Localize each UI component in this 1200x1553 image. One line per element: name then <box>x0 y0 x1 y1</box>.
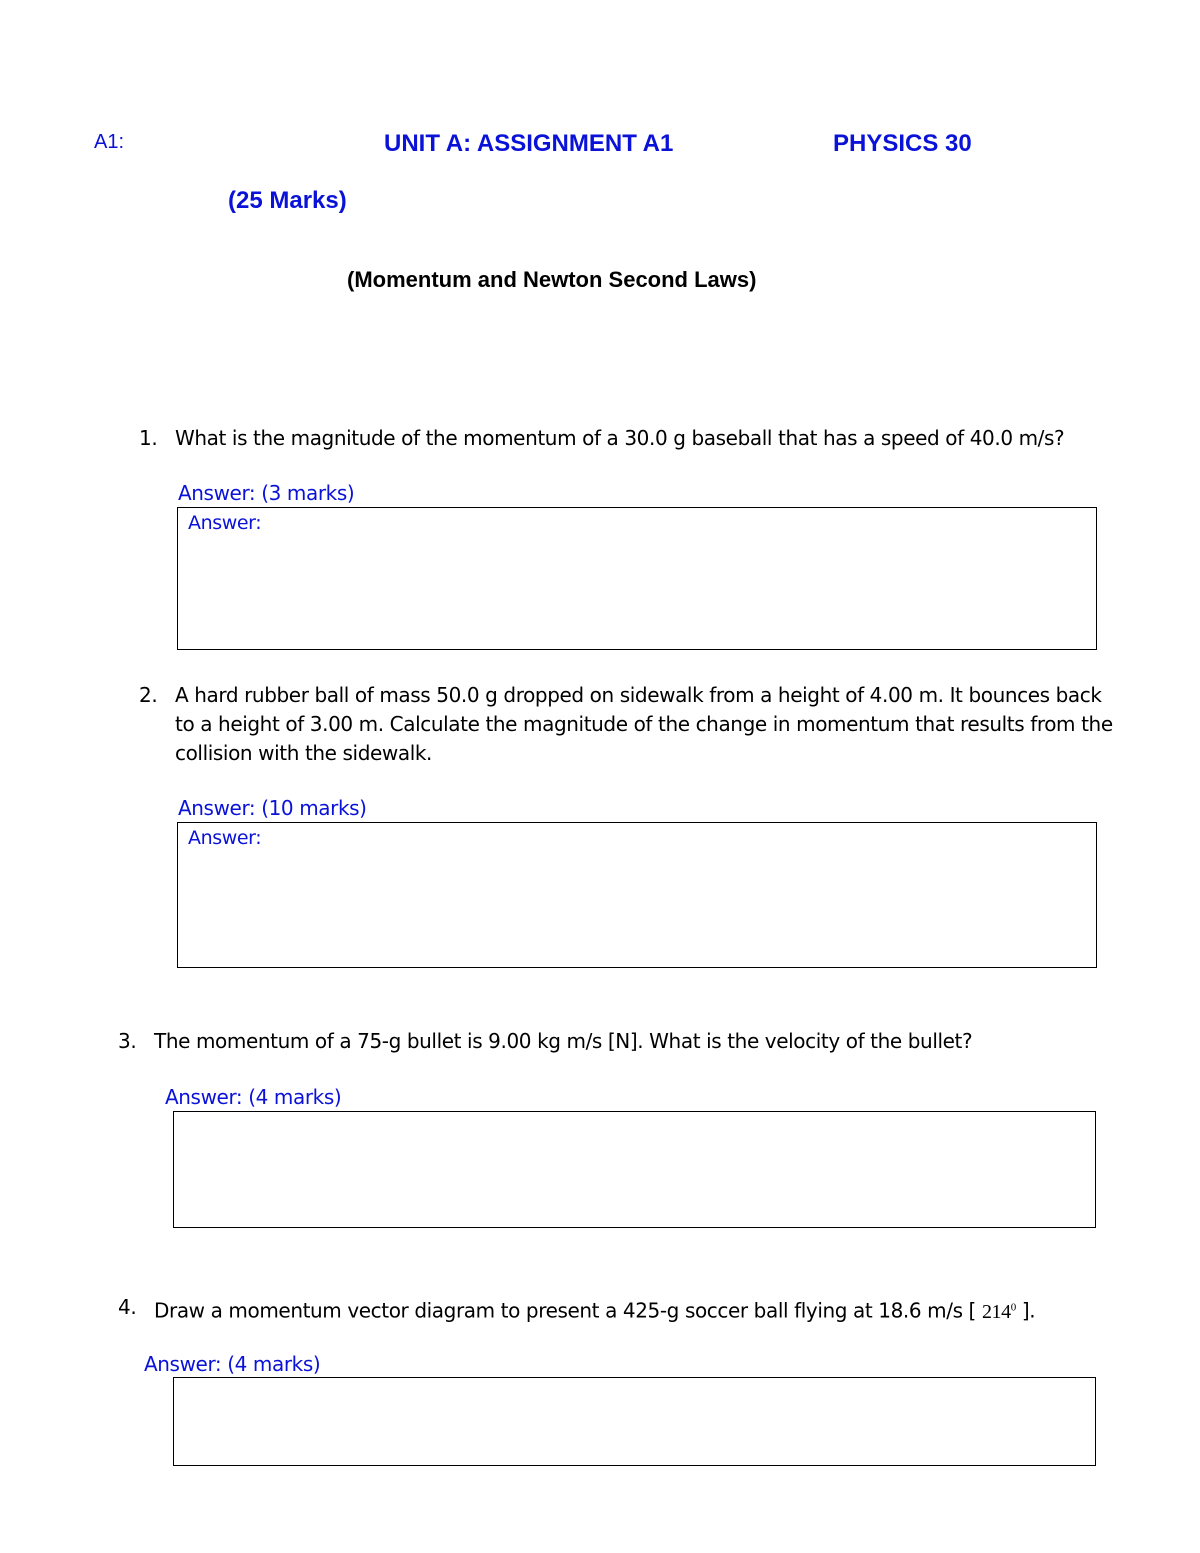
unit-title: UNIT A: ASSIGNMENT A1 <box>384 130 674 157</box>
question-number: 3. <box>118 1029 137 1053</box>
question-line: collision with the sidewalk. <box>175 741 433 765</box>
question-text-end: ]. <box>1021 1298 1036 1323</box>
question-text-start: Draw a momentum vector diagram to present a 425-g soccer ball flying at 18.6 m/s [ <box>154 1298 976 1323</box>
answer-box-2[interactable] <box>177 822 1097 968</box>
answer-box-label: Answer: <box>188 512 262 534</box>
question-text <box>154 1293 1035 1327</box>
angle-value: $214^0$ <box>981 1300 1016 1323</box>
degree-symbol: 0 <box>1010 1301 1016 1313</box>
answer-box-1[interactable] <box>177 507 1097 650</box>
question-text: What is the magnitude of the momentum of a 30.0 g baseball that has a speed of 40.0 m/s? <box>175 426 1065 450</box>
answer-label-1: Answer: (3 marks) <box>178 481 355 505</box>
question-1 <box>139 424 1065 453</box>
answer-box-label: Answer: <box>188 827 262 849</box>
question-number: 4. <box>118 1295 137 1319</box>
question-text: The momentum of a 75-g bullet is 9.00 kg m/s [N]. What is the velocity of the bullet? <box>154 1029 973 1053</box>
total-marks: (25 Marks) <box>228 187 347 214</box>
question-number: 1. <box>139 426 158 450</box>
question-text <box>175 681 1113 768</box>
question-line: A hard rubber ball of mass 50.0 g dropped on sidewalk from a height of 4.00 m. It bounces back <box>175 683 1102 707</box>
question-4 <box>118 1293 1036 1323</box>
question-3 <box>118 1027 973 1056</box>
page-subtitle: (Momentum and Newton Second Laws) <box>347 267 757 292</box>
answer-label-2: Answer: (10 marks) <box>178 796 367 820</box>
course-title: PHYSICS 30 <box>833 130 972 157</box>
answer-label-3: Answer: (4 marks) <box>165 1085 342 1109</box>
answer-box-3[interactable] <box>173 1111 1096 1228</box>
answer-label-4: Answer: (4 marks) <box>144 1352 321 1376</box>
answer-box-4[interactable] <box>173 1377 1096 1466</box>
question-number: 2. <box>139 683 158 707</box>
question-line: to a height of 3.00 m. Calculate the magnitude of the change in momentum that results from the <box>175 712 1113 736</box>
assignment-code: A1: <box>94 131 125 153</box>
question-2 <box>139 681 1113 765</box>
